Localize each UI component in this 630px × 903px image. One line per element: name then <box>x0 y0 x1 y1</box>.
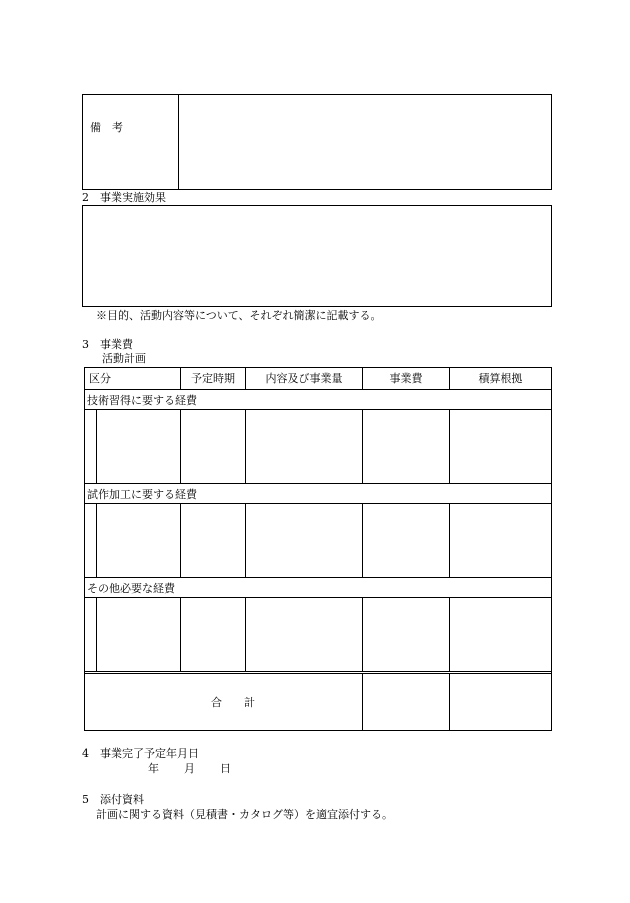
category-line <box>85 577 551 578</box>
grid-line <box>96 503 97 577</box>
grid-line <box>362 597 363 671</box>
category-line <box>85 597 551 598</box>
header-divider <box>449 368 450 389</box>
column-header-cost: 事業費 <box>389 372 423 385</box>
column-header-basis: 積算根拠 <box>478 372 523 385</box>
column-header-schedule: 予定時期 <box>191 372 235 385</box>
completion-day: 日 <box>220 762 231 775</box>
category-label-prototype: 試作加工に要する経費 <box>87 488 197 501</box>
grid-line <box>449 597 450 671</box>
activity-plan-table <box>84 367 552 731</box>
column-header-content: 内容及び事業量 <box>265 372 343 385</box>
section2-heading: 2 事業実施効果 <box>82 191 166 204</box>
section5-heading: 5 添付資料 <box>82 793 144 806</box>
header-divider <box>180 368 181 389</box>
grid-line <box>449 409 450 483</box>
header-bottom-line <box>85 389 551 390</box>
grid-line <box>96 409 97 483</box>
grid-line <box>362 409 363 483</box>
grid-line <box>362 503 363 577</box>
total-cost-cell[interactable] <box>363 674 449 730</box>
category-line <box>85 503 551 504</box>
grid-line <box>180 597 181 671</box>
category-line <box>85 483 551 484</box>
header-divider <box>362 368 363 389</box>
category-label-training: 技術習得に要する経費 <box>87 394 197 407</box>
grid-line <box>449 503 450 577</box>
category-line <box>85 409 551 410</box>
remarks-field[interactable] <box>179 95 551 189</box>
completion-year: 年 <box>148 762 159 775</box>
section3-heading: 3 事業費 <box>82 338 133 351</box>
section2-note: ※目的、活動内容等について、それぞれ簡潔に記載する。 <box>96 309 382 322</box>
remarks-label: 備 考 <box>90 121 123 134</box>
grid-line <box>96 597 97 671</box>
completion-month: 月 <box>184 762 195 775</box>
section4-heading: 4 事業完了予定年月日 <box>82 747 199 760</box>
category-label-other: その他必要な経費 <box>87 582 175 595</box>
grid-line <box>245 409 246 483</box>
total-separator-line <box>85 671 551 672</box>
total-label: 合 計 <box>211 696 255 709</box>
header-divider <box>245 368 246 389</box>
section5-body: 計画に関する資料（見積書・カタログ等）を適宜添付する。 <box>96 808 393 821</box>
total-basis-cell[interactable] <box>450 674 551 730</box>
effect-field[interactable] <box>82 205 552 307</box>
column-header-category: 区分 <box>89 372 111 385</box>
grid-line <box>180 503 181 577</box>
remarks-table <box>82 94 552 190</box>
section3-subheading: 活動計画 <box>102 352 146 365</box>
grid-line <box>245 597 246 671</box>
grid-line <box>245 503 246 577</box>
grid-line <box>180 409 181 483</box>
